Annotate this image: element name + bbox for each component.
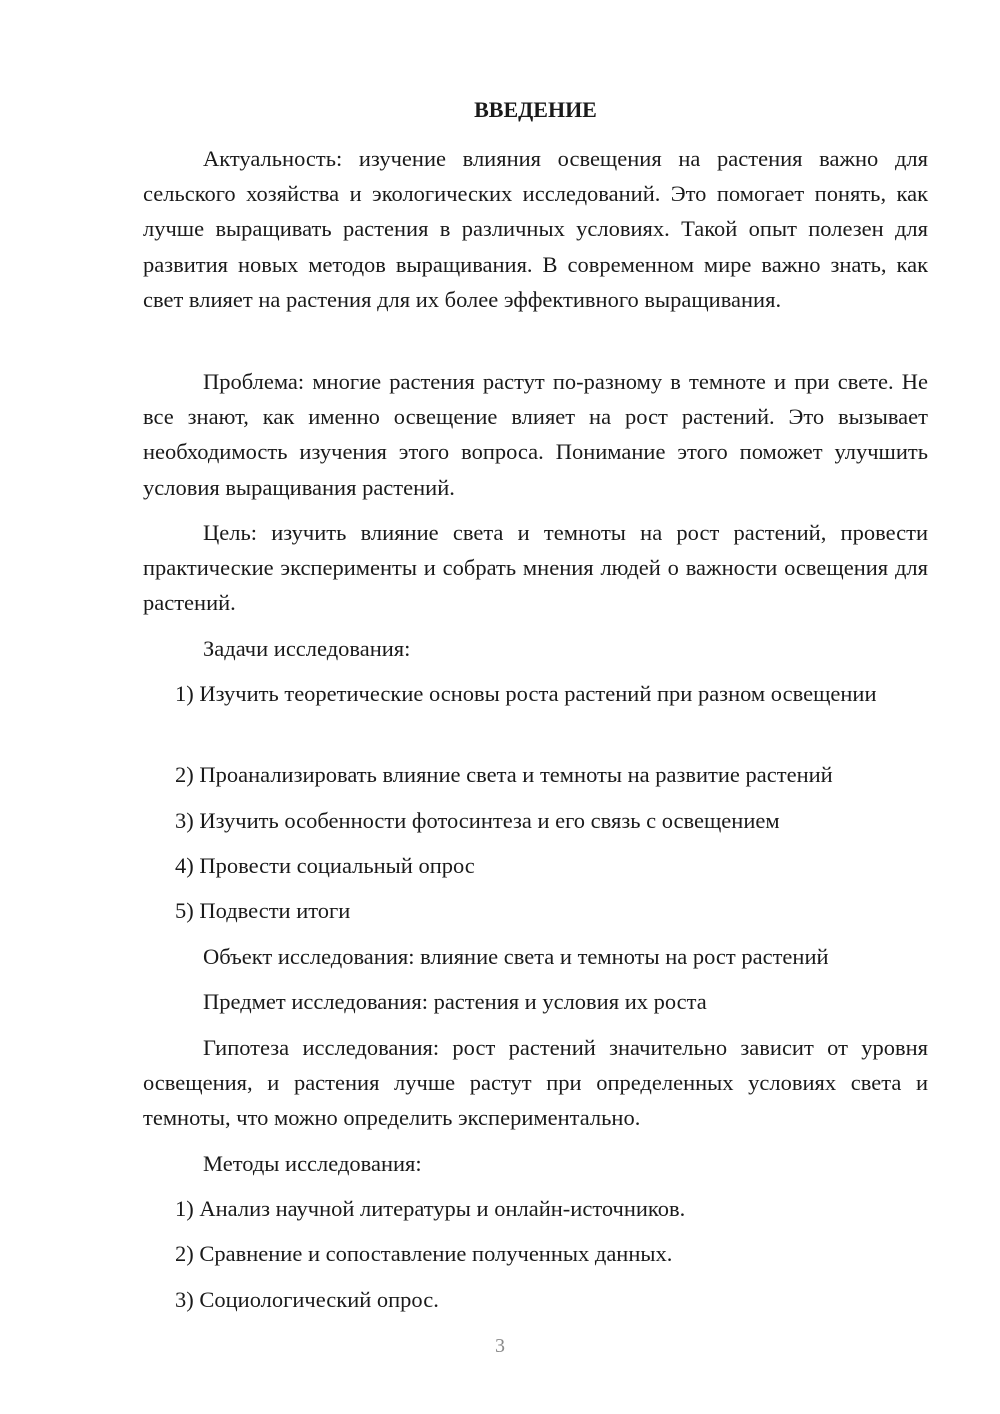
method-item-1: 1) Анализ научной литературы и онлайн-источников. xyxy=(175,1196,686,1221)
method-item-2: 2) Сравнение и сопоставление полученных данных. xyxy=(175,1241,673,1266)
page-title: ВВЕДЕНИЕ xyxy=(474,97,597,122)
tasks-heading: Задачи исследования: xyxy=(203,636,411,661)
subject-paragraph: Предмет исследования: растения и условия их роста xyxy=(203,989,707,1014)
task-item-1: 1) Изучить теоретические основы роста растений при разном освещении xyxy=(175,681,877,706)
problem-paragraph: Проблема: многие растения растут по-разному в темноте и при свете. Не все знают, как именно освещение влияет на рост растений. Это вызывает необходимость изучения этого вопроса. Понимание этого поможет улучшить условия выращивания растений. xyxy=(143,369,928,500)
methods-heading: Методы исследования: xyxy=(203,1151,422,1176)
task-item-3: 3) Изучить особенности фотосинтеза и его связь с освещением xyxy=(175,808,780,833)
page-number: 3 xyxy=(495,1335,505,1357)
goal-paragraph: Цель: изучить влияние света и темноты на рост растений, провести практические эксперименты и собрать мнения людей о важности освещения для растений. xyxy=(143,520,928,616)
task-item-2: 2) Проанализировать влияние света и темноты на развитие растений xyxy=(175,762,833,787)
task-item-4: 4) Провести социальный опрос xyxy=(175,853,475,878)
hypothesis-paragraph: Гипотеза исследования: рост растений значительно зависит от уровня освещения, и растения лучше растут при определенных условиях света и темноты, что можно определить экспериментально. xyxy=(143,1035,928,1131)
task-item-5: 5) Подвести итоги xyxy=(175,898,351,923)
method-item-3: 3) Социологический опрос. xyxy=(175,1287,439,1312)
object-paragraph: Объект исследования: влияние света и темноты на рост растений xyxy=(203,944,829,969)
relevance-paragraph: Актуальность: изучение влияния освещения на растения важно для сельского хозяйства и экологических исследований. Это помогает понять, как лучше выращивать растения в различных условиях. Такой опыт полезен для развития новых методов выращивания. В современном мире важно знать, как свет влияет на растения для их более эффективного выращивания. xyxy=(143,146,928,312)
